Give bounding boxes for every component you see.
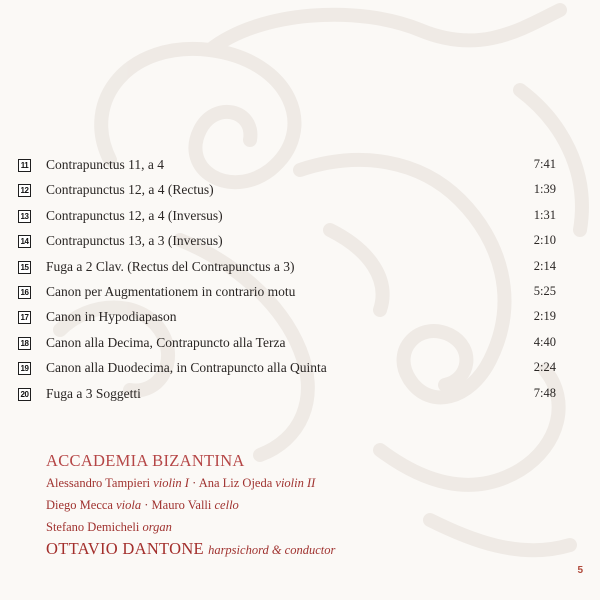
track-duration: 7:41: [533, 157, 556, 171]
track-title: Contrapunctus 12, a 4 (Rectus): [46, 182, 214, 198]
track-number: 15: [18, 261, 31, 274]
track-duration: 2:10: [533, 233, 556, 248]
track-row: [18, 360, 556, 385]
track-number: 11: [18, 159, 31, 172]
performer-name: Diego Mecca: [46, 498, 113, 512]
track-row: [18, 233, 556, 258]
track-title: Canon in Hypodiapason: [46, 309, 177, 325]
page-number: 5: [577, 565, 583, 576]
credit-line: [46, 472, 335, 494]
track-row: [18, 386, 556, 411]
performer-role: violin I: [153, 476, 189, 490]
track-duration: 7:48: [533, 385, 556, 400]
track-duration: 1:39: [533, 182, 556, 197]
credit-line: [46, 516, 335, 538]
track-number: 18: [18, 337, 31, 350]
track-title: Canon alla Duodecima, in Contrapuncto alla Quinta: [46, 360, 327, 376]
ensemble-name: ACCADEMIA BIZANTINA: [46, 451, 245, 470]
credit-line: [46, 494, 335, 516]
track-number: 19: [18, 362, 31, 375]
performer-credits: [46, 450, 335, 561]
track-row: [18, 157, 556, 182]
performer-name: Mauro Valli: [151, 498, 212, 512]
performer-role: organ: [142, 520, 172, 534]
performer-name: Stefano Demicheli: [46, 520, 140, 534]
track-title: Contrapunctus 11, a 4: [46, 157, 164, 172]
track-number: 14: [18, 235, 31, 248]
track-number: 16: [18, 286, 31, 299]
track-row: [18, 309, 556, 334]
track-duration: 2:24: [533, 360, 556, 375]
track-row: [18, 208, 556, 233]
track-number: 12: [18, 184, 31, 197]
separator: ·: [141, 498, 152, 512]
performer-name: Alessandro Tampieri: [46, 476, 151, 490]
track-title: Canon per Augmentationem in contrario motu: [46, 283, 296, 299]
separator: ·: [188, 476, 199, 490]
track-duration: 5:25: [533, 283, 556, 298]
track-duration: 2:19: [533, 309, 556, 324]
track-title: Contrapunctus 13, a 3 (Inversus): [46, 233, 223, 249]
track-number: 20: [18, 388, 31, 401]
performer-role: cello: [214, 498, 239, 512]
track-number: 17: [18, 311, 31, 324]
track-row: [18, 284, 556, 309]
performer-name: Ana Liz Ojeda: [198, 476, 273, 490]
track-list: [18, 157, 556, 411]
track-duration: 2:14: [533, 258, 556, 273]
track-row: [18, 182, 556, 207]
track-title: Fuga a 2 Clav. (Rectus del Contrapunctus a 3): [46, 258, 295, 274]
performer-role: violin II: [275, 476, 316, 490]
performer-role: viola: [116, 498, 142, 512]
director-role: harpsichord & conductor: [208, 543, 336, 557]
track-number: 13: [18, 210, 31, 223]
track-title: Fuga a 3 Soggetti: [46, 385, 141, 401]
track-row: [18, 335, 556, 360]
track-duration: 1:31: [533, 207, 556, 222]
track-row: [18, 259, 556, 284]
track-title: Contrapunctus 12, a 4 (Inversus): [46, 207, 223, 223]
director-name: OTTAVIO DANTONE: [46, 539, 204, 558]
track-duration: 4:40: [533, 334, 556, 349]
director-line: [46, 538, 335, 561]
track-title: Canon alla Decima, Contrapuncto alla Terza: [46, 334, 286, 350]
